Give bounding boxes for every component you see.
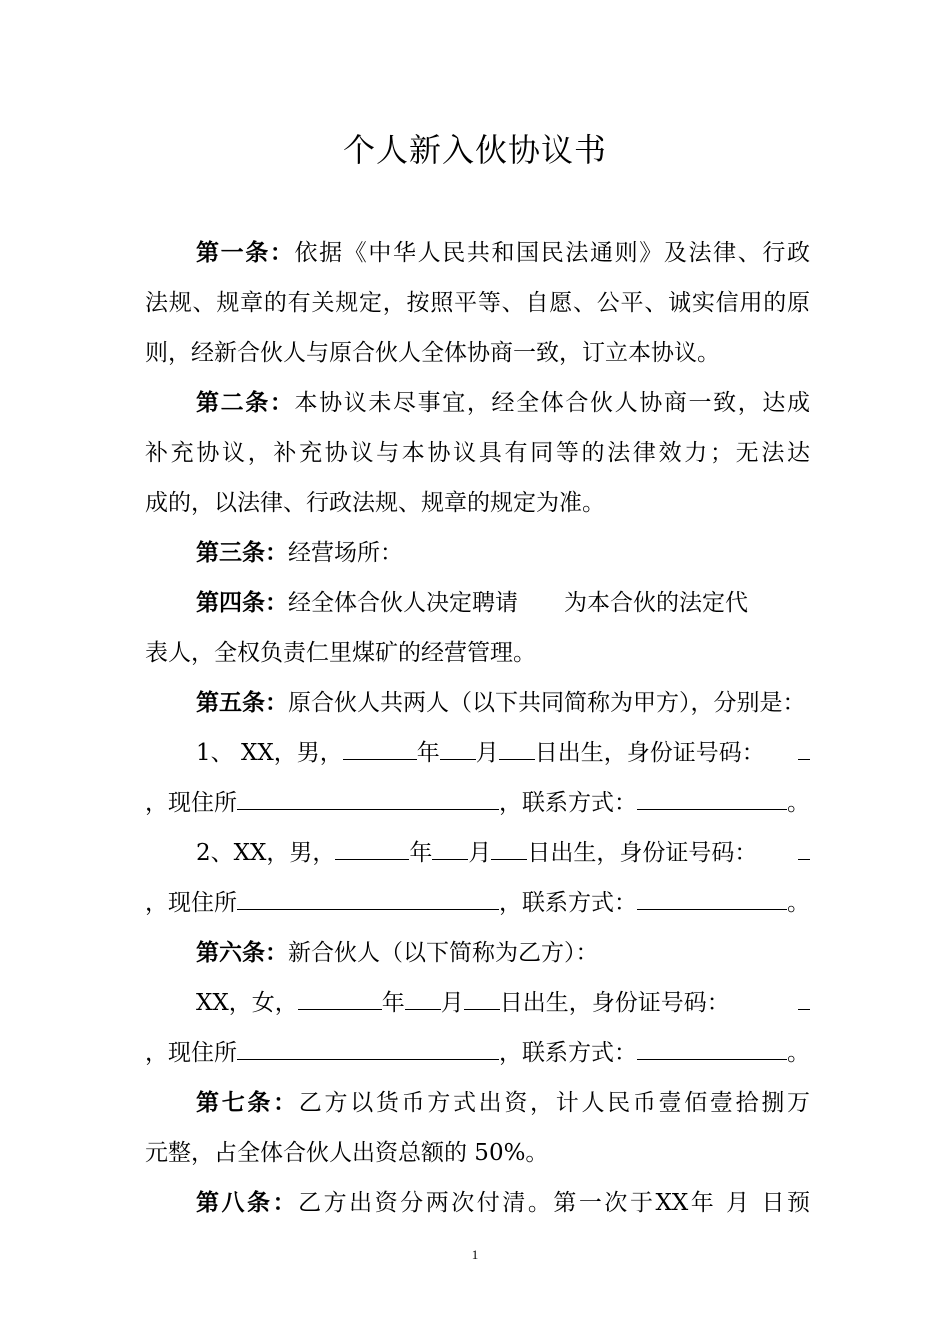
new-partner-month-label: 月 <box>440 990 464 1016</box>
partner-2-birth-year-field[interactable] <box>335 837 409 860</box>
article-3-line-1 <box>145 528 810 578</box>
article-7-label: 第七条： <box>196 1090 299 1116</box>
partner-2-year-label: 年 <box>409 840 433 866</box>
article-7-line-2: 元整，占全体合伙人出资总额的 50%。 <box>145 1140 549 1166</box>
new-partner-birth-year-field[interactable] <box>298 987 382 1010</box>
new-partner-year-label: 年 <box>381 990 405 1016</box>
article-2-label: 第二条： <box>196 390 295 416</box>
new-partner-birth-day-field[interactable] <box>464 987 500 1010</box>
partner-1-year-label: 年 <box>416 740 440 766</box>
article-2-line-3: 成的，以法律、行政法规、规章的规定为准。 <box>145 490 605 516</box>
partner-2-address-field[interactable] <box>237 887 499 910</box>
partner-2-contact-label: ，联系方式： <box>499 890 637 916</box>
article-7-line-1 <box>145 1078 810 1128</box>
page-number: 1 <box>471 1247 479 1262</box>
partner-2-birth-label: 日出生，身份证号码： <box>527 840 758 866</box>
article-8-label: 第八条： <box>196 1190 299 1216</box>
partner-1-contact-field[interactable] <box>637 787 787 810</box>
new-partner-line-1 <box>145 978 810 1028</box>
partner-1-line-1 <box>145 728 810 778</box>
new-partner-contact-field[interactable] <box>637 1037 787 1060</box>
article-2-text-1: 本协议未尽事宜，经全体合伙人协商一致，达成 <box>294 390 810 416</box>
partner-1-birth-label: 日出生，身份证号码： <box>534 740 765 766</box>
partner-2-prefix: 2、XX，男， <box>196 840 336 866</box>
article-4-line-2: 表人，全权负责仁里煤矿的经营管理。 <box>145 640 536 666</box>
partner-1-month-label: 月 <box>475 740 499 766</box>
partner-1-birth-year-field[interactable] <box>343 737 417 760</box>
partner-2-birth-month-field[interactable] <box>432 837 468 860</box>
partner-1-contact-label: ，联系方式： <box>499 790 637 816</box>
partner-1-prefix: 1、 XX，男， <box>196 740 343 766</box>
new-partner-address-label: ，现住所 <box>145 1040 237 1066</box>
article-7-text-1: 乙方以货币方式出资，计人民币壹佰壹拾捌万 <box>298 1090 811 1116</box>
new-partner-birth-label: 日出生，身份证号码： <box>499 990 730 1016</box>
article-3-text: 经营场所： <box>288 540 403 566</box>
article-4-label: 第四条： <box>196 590 288 616</box>
article-4-text-1b: 为本合伙的法定代 <box>564 590 748 616</box>
partner-1-address-field[interactable] <box>237 787 499 810</box>
document-body <box>145 228 810 1228</box>
new-partner-end: 。 <box>787 1040 810 1066</box>
partner-2-id-field[interactable] <box>798 837 810 860</box>
partner-1-address-label: ，现住所 <box>145 790 237 816</box>
article-4-text-1a: 经全体合伙人决定聘请 <box>288 590 518 616</box>
partner-2-line-1 <box>145 828 810 878</box>
article-2-line-1 <box>145 378 810 428</box>
partner-2-contact-field[interactable] <box>637 887 787 910</box>
new-partner-id-field[interactable] <box>798 987 810 1010</box>
new-partner-prefix: XX，女， <box>196 990 298 1016</box>
partner-2-birth-day-field[interactable] <box>491 837 527 860</box>
article-8-text-1: 乙方出资分两次付清。第一次于XX年 月 日预 <box>298 1190 811 1216</box>
partner-1-line-2 <box>145 778 810 828</box>
article-5-line-1 <box>145 678 810 728</box>
article-4-line-1 <box>145 578 810 628</box>
article-1-text-1: 依据《中华人民共和国民法通则》及法律、行政 <box>294 240 810 266</box>
article-1-line-1 <box>145 228 810 278</box>
document-title: 个人新入伙协议书 <box>342 131 607 169</box>
partner-1-id-field[interactable] <box>798 737 810 760</box>
article-3-label: 第三条： <box>196 540 288 566</box>
article-2-line-2: 补充协议，补充协议与本协议具有同等的法律效力；无法达 <box>145 440 810 466</box>
article-5-text: 原合伙人共两人（以下共同简称为甲方），分别是： <box>288 690 806 716</box>
article-5-label: 第五条： <box>196 690 288 716</box>
article-6-label: 第六条： <box>196 940 288 966</box>
partner-1-birth-month-field[interactable] <box>440 737 476 760</box>
article-1-line-2: 法规、规章的有关规定，按照平等、自愿、公平、诚实信用的原 <box>145 290 810 316</box>
partner-2-address-label: ，现住所 <box>145 890 237 916</box>
article-8-line-1 <box>145 1178 810 1228</box>
partner-2-month-label: 月 <box>468 840 492 866</box>
partner-2-end: 。 <box>787 890 810 916</box>
article-6-line-1 <box>145 928 810 978</box>
article-1-line-3: 则，经新合伙人与原合伙人全体协商一致，订立本协议。 <box>145 340 720 366</box>
partner-1-end: 。 <box>787 790 810 816</box>
new-partner-birth-month-field[interactable] <box>405 987 441 1010</box>
new-partner-line-2 <box>145 1028 810 1078</box>
partner-2-line-2 <box>145 878 810 928</box>
new-partner-address-field[interactable] <box>237 1037 499 1060</box>
new-partner-contact-label: ，联系方式： <box>499 1040 637 1066</box>
article-6-text: 新合伙人（以下简称为乙方）： <box>288 940 599 966</box>
partner-1-birth-day-field[interactable] <box>499 737 535 760</box>
article-1-label: 第一条： <box>196 240 295 266</box>
